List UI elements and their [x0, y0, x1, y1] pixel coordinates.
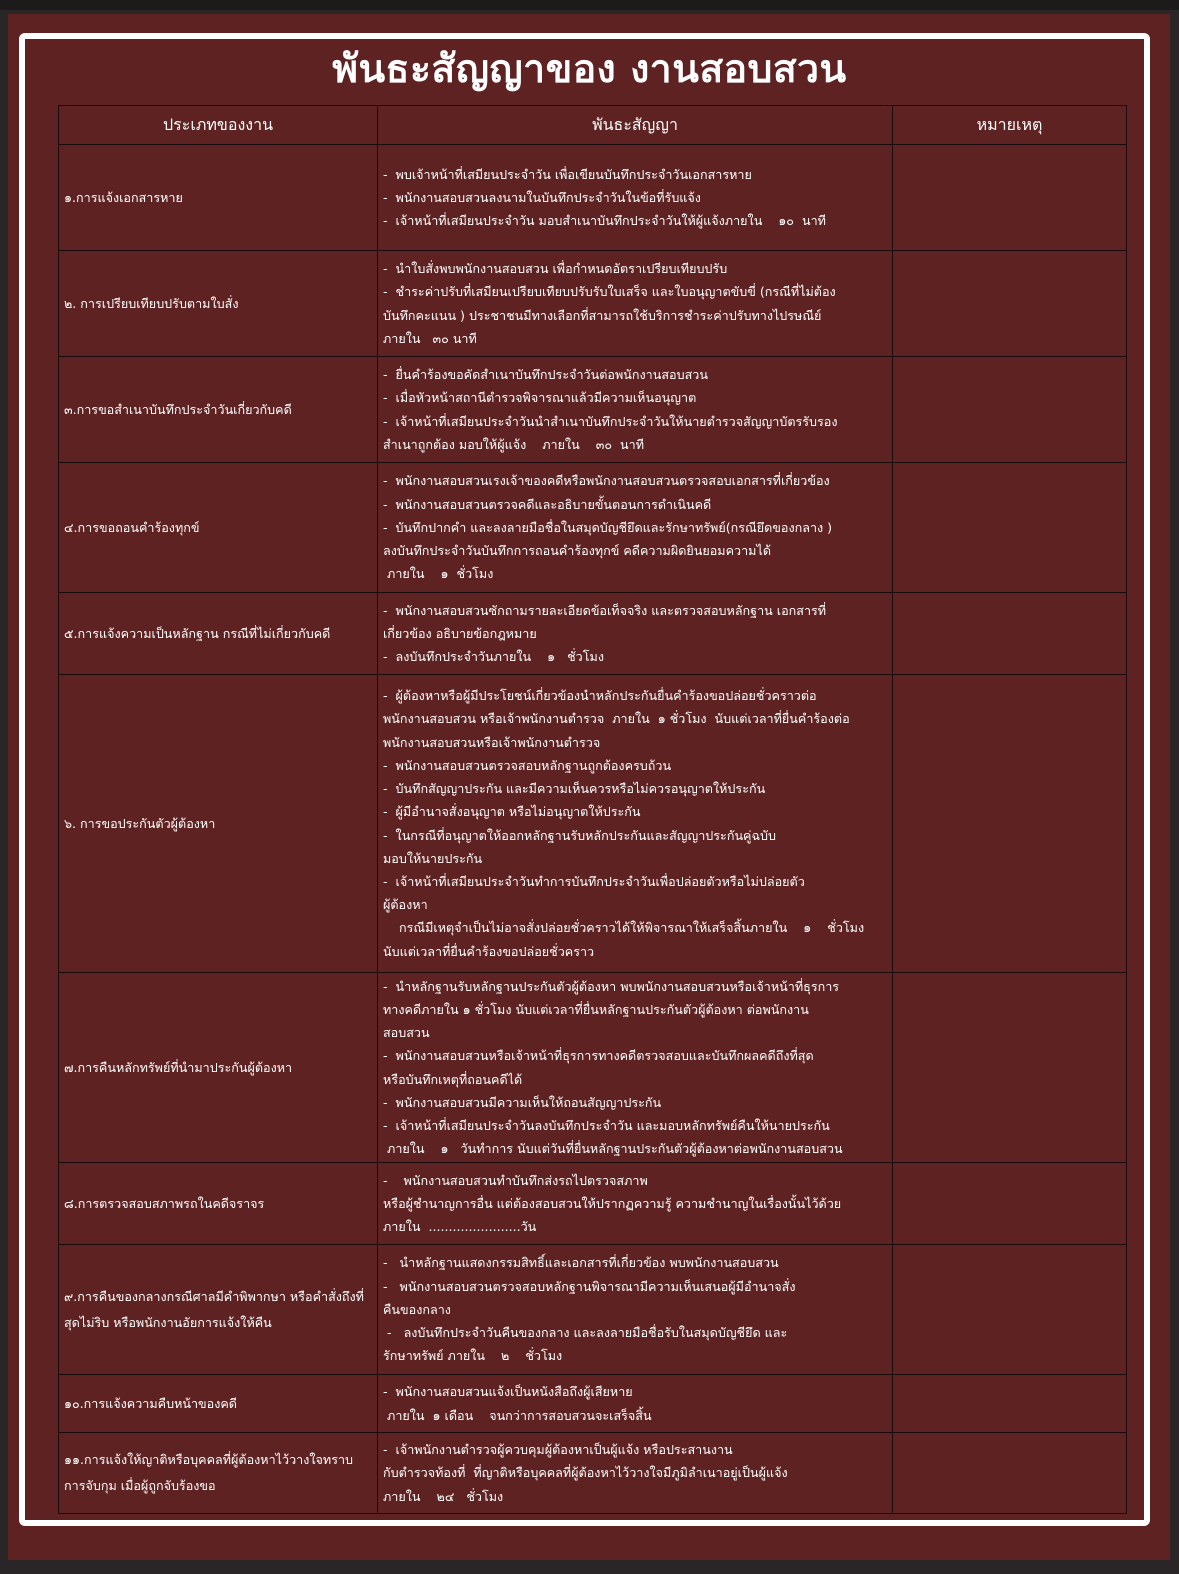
commitment-line: หรือบันทึกเหตุที่ถอนคดีได้	[383, 1071, 523, 1087]
remark-cell	[893, 593, 1127, 675]
poster-title: พันธะสัญญาของ งานสอบสวน	[332, 47, 847, 92]
commitment-line: - บันทึกสัญญาประกัน และมีความเห็นควรหรือไม่ควรอนุญาตให้ประกัน	[383, 781, 766, 797]
commitment-line: - พนักงานสอบสวนทำบันทึกส่งรถไปตรวจสภาพ	[383, 1172, 648, 1188]
commitment-cell	[378, 357, 893, 463]
commitment-line: - พนักงานสอบสวนแจ้งเป็นหนังสือถึงผู้เสียหาย	[383, 1384, 633, 1400]
commitment-line: - พนักงานสอบสวนลงนามในบันทึกประจำวันในข้อที่รับแจ้ง	[383, 189, 701, 205]
commitment-line: กรณีมีเหตุจำเป็นไม่อาจสั่งปล่อยชั่วคราวได้ให้พิจารณาให้เสร็จสิ้นภายใน ๑ ชั่วโมง	[383, 920, 865, 936]
commitment-line: - พนักงานสอบสวนหรือเจ้าหน้าที่ธุรการทางคดีตรวจสอบและบันทึกผลคดีถึงที่สุด	[383, 1048, 814, 1064]
remark-cell	[893, 1245, 1127, 1375]
commitment-cell	[378, 1245, 893, 1375]
job-type-cell: ๗.การคืนหลักทรัพย์ที่นำมาประกันผู้ต้องหา	[59, 973, 378, 1163]
table-row	[59, 593, 1127, 675]
remark-cell	[893, 357, 1127, 463]
commitment-line: ภายใน ๑ ชั่วโมง	[383, 566, 494, 582]
commitment-line: - พนักงานสอบสวนตรวจสอบหลักฐานถูกต้องครบถ้วน	[383, 757, 672, 773]
commitment-table	[58, 105, 1127, 1514]
commitment-line: - ในกรณีที่อนุญาตให้ออกหลักฐานรับหลักประกันและสัญญาประกันคู่ฉบับ	[383, 827, 777, 843]
commitment-line: - เจ้าหน้าที่เสมียนประจำวันลงบันทึกประจำวัน และมอบหลักทรัพย์คืนให้นายประกัน	[383, 1117, 830, 1133]
commitment-line: คืนของกลาง	[383, 1301, 451, 1317]
commitment-cell	[378, 593, 893, 675]
job-type-cell: ๖. การขอประกันตัวผู้ต้องหา	[59, 675, 378, 973]
commitment-line: - เจ้าหน้าที่เสมียนประจำวันนำสำเนาบันทึกประจำวันให้นายตำรวจสัญญาบัตรรับรอง	[383, 413, 838, 429]
commitment-line: สำเนาถูกต้อง มอบให้ผู้แจ้ง ภายใน ๓๐ นาที	[383, 436, 645, 452]
remark-cell	[893, 1375, 1127, 1433]
commitment-line: - ผู้มีอำนาจสั่งอนุญาต หรือไม่อนุญาตให้ประกัน	[383, 804, 641, 820]
commitment-line: กับตำรวจท้องที่ ที่ญาติหรือบุคคลที่ผู้ต้องหาไว้วางใจมีภูมิลำเนาอยู่เป็นผู้แจ้ง	[383, 1465, 788, 1481]
commitment-line: - พนักงานสอบสวนมีความเห็นให้ถอนสัญญาประกัน	[383, 1094, 662, 1110]
commitment-line: พนักงานสอบสวนหรือเจ้าพนักงานตำรวจ	[383, 734, 601, 750]
table-header-row	[59, 106, 1127, 145]
commitment-line: - พนักงานสอบสวนเรงเจ้าของคดีหรือพนักงานสอบสวนตรวจสอบเอกสารที่เกี่ยวข้อง	[383, 473, 830, 489]
commitment-line: ภายใน ๒๔ ชั่วโมง	[383, 1488, 504, 1504]
job-type-cell: ๘.การตรวจสอบสภาพรถในคดีจราจร	[59, 1163, 378, 1245]
table-row	[59, 675, 1127, 973]
commitment-cell	[378, 1163, 893, 1245]
job-type-cell: ๑๐.การแจ้งความคืบหน้าของคดี	[59, 1375, 378, 1433]
job-type-cell: ๒. การเปรียบเทียบปรับตามใบสั่ง	[59, 251, 378, 357]
commitment-line: - เจ้าหน้าที่เสมียนประจำวันทำการบันทึกประจำวันเพื่อปล่อยตัวหรือไม่ปล่อยตัว	[383, 873, 805, 889]
commitment-line: - นำหลักฐานแสดงกรรมสิทธิ์และเอกสารที่เกี่ยวข้อง พบพนักงานสอบสวน	[383, 1255, 779, 1271]
header-remark: หมายเหตุ	[893, 106, 1127, 145]
commitment-line: - บันทึกปากคำ และลงลายมือชื่อในสมุดบัญชียึดและรักษาทรัพย์(กรณียึดของกลาง )	[383, 519, 833, 535]
commitment-line: พนักงานสอบสวน หรือเจ้าพนักงานตำรวจ ภายใน ๑ ชั่วโมง นับแต่เวลาที่ยื่นคำร้องต่อ	[383, 711, 850, 727]
table-body	[59, 145, 1127, 1514]
header-type: ประเภทของงาน	[59, 106, 378, 145]
commitment-line: - เจ้าพนักงานตำรวจผู้ควบคุมผู้ต้องหาเป็นผู้แจ้ง หรือประสานงาน	[383, 1442, 733, 1458]
commitment-line: - นำใบสั่งพบพนักงานสอบสวน เพื่อกำหนดอัตราเปรียบเทียบปรับ	[383, 261, 728, 277]
remark-cell	[893, 145, 1127, 251]
commitment-line: - ชำระค่าปรับที่เสมียนเปรียบเทียบปรับรับใบเสร็จ และใบอนุญาตขับขี่ (กรณีที่ไม่ต้อง	[383, 284, 836, 300]
remark-cell	[893, 463, 1127, 593]
commitment-line: - เจ้าหน้าที่เสมียนประจำวัน มอบสำเนาบันทึกประจำวันให้ผู้แจ้งภายใน ๑๐ นาที	[383, 213, 826, 229]
commitment-line: - พนักงานสอบสวนซักถามรายละเอียดข้อเท็จจริง และตรวจสอบหลักฐาน เอกสารที่	[383, 602, 827, 618]
commitment-line: ภายใน ๑ เดือน จนกว่าการสอบสวนจะเสร็จสิ้น	[383, 1407, 652, 1423]
commitment-cell	[378, 973, 893, 1163]
job-type-cell: ๑.การแจ้งเอกสารหาย	[59, 145, 378, 251]
commitment-cell	[378, 1433, 893, 1514]
job-type-cell: ๙.การคืนของกลางกรณีศาลมีคำพิพากษา หรือคำสั่งถึงที่สุดไม่ริบ หรือพนักงานอัยการแจ้งให้คืน	[59, 1245, 378, 1375]
top-bar	[0, 0, 1179, 10]
commitment-line: - พนักงานสอบสวนตรวจสอบหลักฐานพิจารณามีความเห็นเสนอผู้มีอำนาจสั่ง	[383, 1278, 796, 1294]
commitment-line: ภายใน ๑ วันทำการ นับแต่วันที่ยื่นหลักฐานประกันตัวผู้ต้องหาต่อพนักงานสอบสวน	[383, 1141, 843, 1157]
commitment-cell	[378, 675, 893, 973]
commitment-line: - พบเจ้าหน้าที่เสมียนประจำวัน เพื่อเขียนบันทึกประจำวันเอกสารหาย	[383, 166, 752, 182]
commitment-cell	[378, 145, 893, 251]
table-row	[59, 145, 1127, 251]
remark-cell	[893, 251, 1127, 357]
commitment-line: - พนักงานสอบสวนตรวจคดีและอธิบายขั้นตอนการดำเนินคดี	[383, 496, 712, 512]
commitment-line: ผู้ต้องหา	[383, 897, 428, 913]
commitment-line: - ผู้ต้องหาหรือผู้มีประโยชน์เกี่ยวข้องนำหลักประกันยื่นคำร้องขอปล่อยชั่วคราวต่อ	[383, 688, 817, 704]
job-type-cell: ๕.การแจ้งความเป็นหลักฐาน กรณีที่ไม่เกี่ยวกับคดี	[59, 593, 378, 675]
table-row	[59, 1245, 1127, 1375]
commitment-line: - เมื่อหัวหน้าสถานีตำรวจพิจารณาแล้วมีความเห็นอนุญาต	[383, 390, 697, 406]
commitment-line: ลงบันทึกประจำวันบันทึกการถอนคำร้องทุกข์ คดีความผิดยินยอมความได้	[383, 543, 771, 559]
remark-cell	[893, 1163, 1127, 1245]
remark-cell	[893, 675, 1127, 973]
commitment-line: สอบสวน	[383, 1025, 430, 1041]
job-type-cell: ๑๑.การแจ้งให้ญาติหรือบุคคลที่ผู้ต้องหาไว้วางใจทราบการจับกุม เมื่อผู้ถูกจับร้องขอ	[59, 1433, 378, 1514]
commitment-line: เกี่ยวข้อง อธิบายข้อกฎหมาย	[383, 625, 537, 641]
table-row	[59, 463, 1127, 593]
table-row	[59, 251, 1127, 357]
remark-cell	[893, 1433, 1127, 1514]
commitment-cell	[378, 1375, 893, 1433]
commitment-line: ภายใน .......................วัน	[383, 1219, 537, 1235]
header-commitment: พันธะสัญญา	[378, 106, 893, 145]
table-row	[59, 357, 1127, 463]
commitment-line: หรือผู้ชำนาญการอื่น แต่ต้องสอบสวนให้ปรากฏความรู้ ความชำนาญในเรื่องนั้นไว้ด้วย	[383, 1195, 842, 1211]
commitment-line: - ลงบันทึกประจำวันคืนของกลาง และลงลายมือชื่อรับในสมุดบัญชียึด และ	[383, 1325, 788, 1341]
commitment-line: - นำหลักฐานรับหลักฐานประกันตัวผู้ต้องหา พบพนักงานสอบสวนหรือเจ้าหน้าที่ธุรการ	[383, 978, 840, 994]
commitment-line: รักษาทรัพย์ ภายใน ๒ ชั่วโมง	[383, 1348, 563, 1364]
commitment-line: ภายใน ๓๐ นาที	[383, 330, 477, 346]
job-type-cell: ๔.การขอถอนคำร้องทุกข์	[59, 463, 378, 593]
table-row	[59, 973, 1127, 1163]
commitment-cell	[378, 251, 893, 357]
remark-cell	[893, 973, 1127, 1163]
job-type-cell: ๓.การขอสำเนาบันทึกประจำวันเกี่ยวกับคดี	[59, 357, 378, 463]
commitment-line: มอบให้นายประกัน	[383, 850, 483, 866]
commitment-line: - ยื่นคำร้องขอคัดสำเนาบันทึกประจำวันต่อพนักงานสอบสวน	[383, 367, 708, 383]
commitment-line: นับแต่เวลาที่ยื่นคำร้องขอปล่อยชั่วคราว	[383, 943, 595, 959]
commitment-line: บันทึกคะแนน ) ประชาชนมีทางเลือกที่สามารถใช้บริการชำระค่าปรับทางไปรษณีย์	[383, 307, 822, 323]
table-row	[59, 1163, 1127, 1245]
table-row	[59, 1375, 1127, 1433]
commitment-line: - ลงบันทึกประจำวันภายใน ๑ ชั่วโมง	[383, 649, 604, 665]
table-row	[59, 1433, 1127, 1514]
commitment-line: ทางคดีภายใน ๑ ชั่วโมง นับแต่เวลาที่ยื่นหลักฐานประกันตัวผู้ต้องหา ต่อพนักงาน	[383, 1001, 809, 1017]
commitment-cell	[378, 463, 893, 593]
